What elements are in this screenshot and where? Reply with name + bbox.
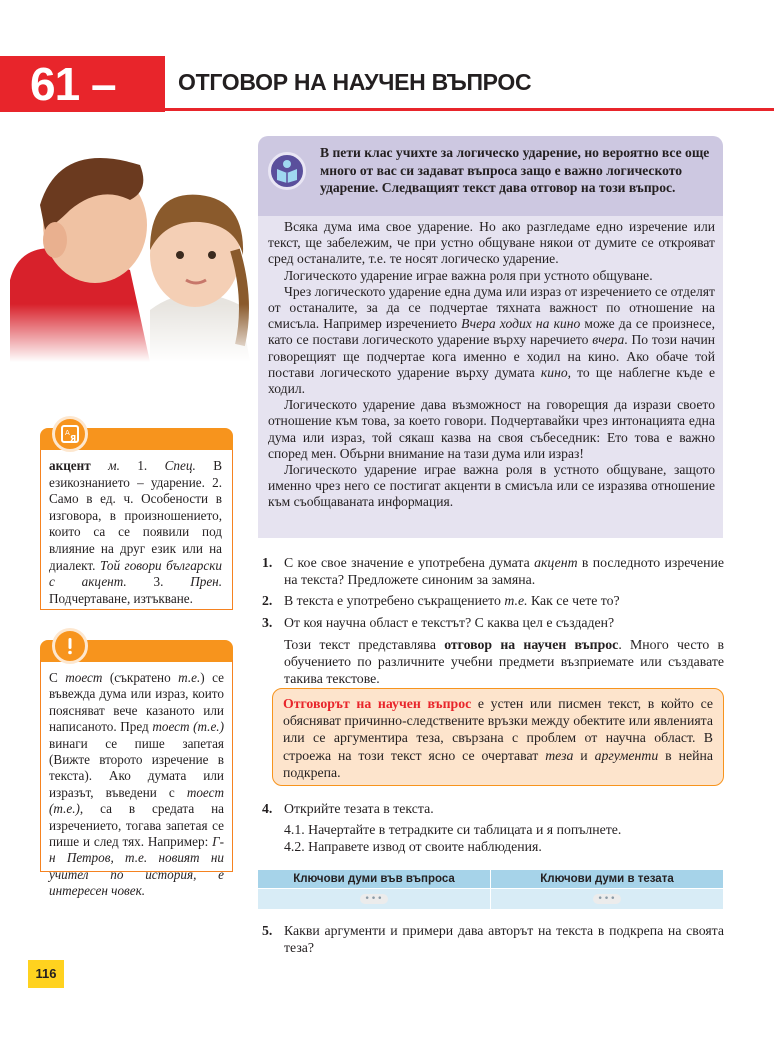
children-whispering-illustration [0,130,255,362]
svg-text:A: A [65,429,70,437]
exclamation-icon [52,628,88,664]
reading-text [258,219,723,511]
table-cell-placeholder: ••• [593,894,622,904]
reading-paragraph: Логическото ударение играе важна роля при устното общуване. [284,267,653,283]
table-header-thesis-keywords: Ключови думи в тезата [490,870,723,888]
title-underline [165,108,774,111]
dictionary-term: акцент [49,458,91,473]
table-header-row [258,870,723,888]
dictionary-example: Той говори български с акцент. [49,557,222,590]
reading-paragraph: Логическото ударение играе важна роля в устното общуване, защото именно чрез него се постигат акценти в смисъла или се изразява отношение към съобщаваната информация. [268,462,715,510]
question-4: 4. Открийте тезата в текста. [262,801,434,816]
lesson-title: ОТГОВОР НА НАУЧЕН ВЪПРОС [178,69,532,95]
svg-text:Я: Я [70,434,77,443]
question-5: 5. Какви аргументи и примери дава авторът на текста в подкрепа на своята теза? [262,923,724,955]
table-row [258,889,723,909]
table-cell-placeholder: ••• [360,894,389,904]
lesson-number: 61 – [0,56,165,112]
dictionary-icon [52,416,88,452]
definition-box: Отговорът на научен въпрос е устен или писмен текст, в който се обясняват причинно-следствените връзки между обектите или явленията или се аргументира теза, свързана с проблем от научна област. В строежа на този текст ясно се очертават теза и аргументи в нейна подкрепа. [272,688,724,786]
keywords-table [258,870,723,909]
question-4-1: 4.1. Начертайте в тетрадките си таблицата и я попълнете. [284,822,622,837]
page-number: 116 [28,960,64,988]
table-header-question-keywords: Ключови думи във въпроса [293,873,455,885]
reading-person-icon [268,152,306,190]
reading-paragraph: Всяка дума има свое ударение. Но ако разгледаме едно изречение или текст, ще забележим, че при устно общуване някои от думите се открояват сред останалите, т.е. те носят логическо ударение. [268,219,715,267]
intro-lead: В пети клас учихте за логическо ударение, но вероятно все още много от вас си задават въпроса защо е важно логическото ударение. Следващият текст дава отговор на този въпрос. [320,145,710,196]
question-2: 2. В текста е употребено съкращението т.е. Как се чете то? [262,593,620,608]
reading-paragraph: Чрез логическото ударение една дума или израз от изречението се отделят от останалите, за да се подчертае тяхната важност по отношение на смисъла. Например изречението Вчера ходих на кино може да се произнесе, като се постави логическото ударение върху наречието вчера. По този начин говорещият ще подчертае кога именно е ходил на кино. Ако обаче той постави логическото ударение върху думата кино, то ще наблегне къде е ходил. [268,283,716,397]
definition-term: Отговорът на научен въпрос [283,696,472,711]
note-box: С тоест (съкратено т.е.) се въвежда дума или израз, които поясняват вече казаното или написаното. Пред тоест (т.е.) винаги се пише запетая (Вижте второто изречение в текста). Ако думата или изразът, въведени с тоест (т.е.), са в средата на изречението, тогава запетая се пише и след тях. Например: Г-н Петров, т.е. новият ни учител по история, е интересен човек. [40,660,233,872]
dictionary-box: акцент м. 1. Спец. В езикознанието – ударение. 2. Само в ед. ч. Особености в изговора, в произношението, които са се появили под влияние на друг език или на диалект. Той говори български с акцент. 3. Прен. Подчертаване, изтъкване. [40,450,233,610]
question-3: 3. От коя научна област е текстът? С каква цел е създаден? [262,615,615,630]
question-3-answer: Този текст представлява отговор на научен въпрос. Много често в обучението по различните учебни предмети възприемате или създавате такива текстове. [284,637,724,686]
question-4-2: 4.2. Направете извод от своите наблюдения. [284,839,542,854]
reading-paragraph: Логическото ударение дава възможност на говорещия да изрази своето отношение към това, за което говори. Подчертавайки чрез интонацията една дума или израз, той сякаш казва на своя събеседник: Ето това е важно според мен. Обърни внимание на тази дума или израз! [268,397,715,461]
question-1: 1. С кое свое значение е употребена думата акцент в последното изречение на текста? Предложете синоним за замяна. [262,555,724,587]
note-example: Г-н Петров, т.е. новият ни учител по история, е интересен човек. [49,834,224,899]
children-whispering-photo [0,130,255,362]
